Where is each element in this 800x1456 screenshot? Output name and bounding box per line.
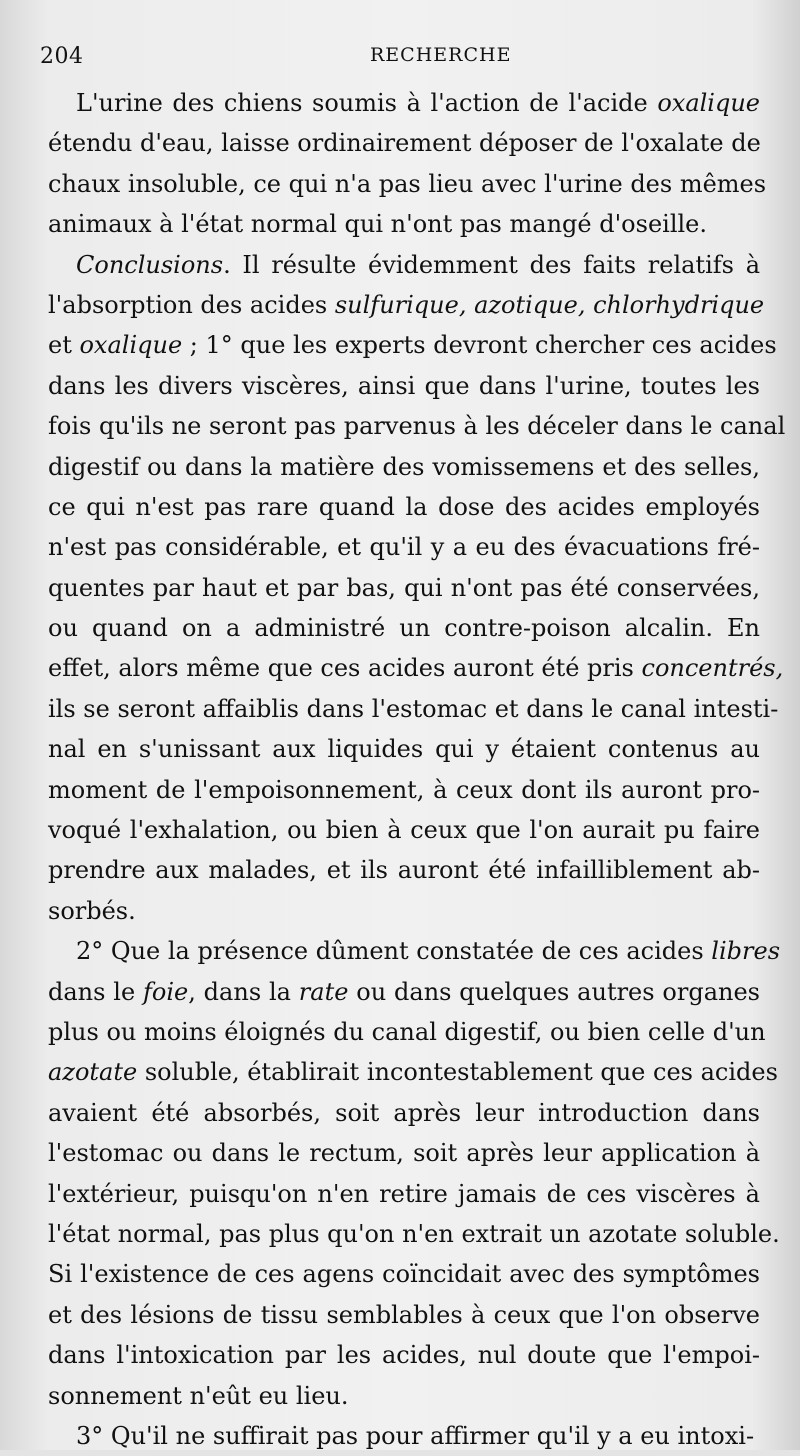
text-line: [48, 1174, 760, 1214]
text-line: [48, 204, 760, 244]
text-span: effet, alors même que ces acides auront été pris: [48, 654, 642, 683]
text-span: digestif ou dans la matière des vomissemens et des selles,: [48, 452, 760, 481]
text-span: ou quand on a administré un contre-poison alcalin. En: [48, 614, 760, 643]
text-line: [48, 285, 765, 325]
text-span: . Il résulte évidemment des faits relatifs à: [223, 250, 760, 279]
text-span: 2° Que la présence dûment constatée de ces acides: [76, 937, 712, 966]
text-span: l'absorption des acides: [48, 290, 335, 319]
text-span: fois qu'ils ne seront pas parvenus à les déceler dans le canal: [48, 412, 786, 441]
text-span: étendu d'eau, laisse ordinairement déposer de l'oxalate de: [48, 129, 761, 158]
text-span: moment de l'empoisonnement, à ceux dont ils auront pro-: [48, 775, 760, 804]
text-line: [48, 608, 760, 648]
page-number: 204: [40, 44, 84, 69]
text-line: [48, 83, 760, 123]
text-span: avaient été absorbés, soit après leur introduction dans: [48, 1098, 760, 1127]
text-span: chaux insoluble, ce qui n'a pas lieu avec l'urine des mêmes: [48, 169, 767, 198]
text-span: dans les divers viscères, ainsi que dans l'urine, toutes les: [48, 371, 760, 400]
paragraph: [48, 83, 767, 245]
text-span: dans l'intoxication par les acides, nul doute que l'empoi-: [48, 1341, 760, 1370]
text-span: plus ou moins éloignés du canal digestif, ou bien celle d'un: [48, 1017, 766, 1046]
text-line: [48, 1214, 780, 1254]
text-line: [48, 123, 760, 163]
text-line: [48, 1052, 778, 1092]
paragraph: [48, 245, 786, 932]
text-span: sonnement n'eût eu lieu.: [48, 1381, 349, 1410]
text-line: [48, 689, 779, 729]
text-span: prendre aux malades, et ils auront été infailliblement ab-: [48, 856, 760, 885]
body-text: [48, 83, 786, 1456]
italic-span: libres: [711, 937, 781, 966]
text-line: [48, 1012, 766, 1052]
italic-span: oxalique: [79, 331, 183, 360]
text-line: [48, 850, 760, 890]
text-line: [48, 487, 760, 527]
text-line: [48, 245, 760, 285]
text-line: [48, 366, 760, 406]
text-span: , dans la: [188, 977, 299, 1006]
italic-span: Conclusions: [76, 250, 224, 279]
text-span: n'est pas considérable, et qu'il y a eu des évacuations fré-: [48, 533, 760, 562]
text-span: et: [48, 331, 80, 360]
italic-span: oxalique: [657, 89, 760, 117]
text-line: [48, 931, 781, 971]
text-line: [48, 1335, 760, 1375]
text-span: animaux à l'état normal qui n'ont pas mangé d'oseille.: [48, 210, 708, 239]
text-line: [48, 770, 760, 810]
text-span: ce qui n'est pas rare quand la dose des acides employés: [48, 492, 760, 521]
text-span: 3° Qu'il ne suffirait pas pour affirmer qu'il y a eu intoxi-: [76, 1421, 755, 1450]
text-line: [48, 568, 760, 608]
text-span: Si l'existence de ces agens coïncidait avec des symptômes: [48, 1260, 760, 1289]
text-line: [48, 810, 760, 850]
italic-span: rate: [298, 977, 349, 1006]
text-line: [48, 527, 760, 567]
text-span: L'urine des chiens soumis à l'action de l'acide: [76, 89, 658, 117]
text-line: [48, 164, 767, 204]
text-line: [48, 1376, 760, 1416]
text-span: l'extérieur, puisqu'on n'en retire jamais de ces viscères à: [48, 1179, 760, 1208]
italic-span: foie: [143, 977, 189, 1006]
text-span: sorbés.: [48, 896, 136, 925]
text-line: [48, 972, 760, 1012]
text-line: [48, 447, 760, 487]
text-line: [48, 1093, 760, 1133]
running-title: RECHERCHE: [370, 44, 512, 66]
page-header: [40, 44, 760, 74]
text-span: et des lésions de tissu semblables à ceux que l'on observe: [48, 1300, 760, 1329]
text-span: ou dans quelques autres organes: [348, 977, 760, 1006]
text-span: ils se seront affaiblis dans l'estomac et dans le canal intesti-: [48, 694, 779, 723]
italic-span: concentrés,: [641, 654, 784, 683]
text-line: [48, 406, 786, 446]
italic-span: sulfurique, azotique, chlorhydrique: [334, 290, 765, 319]
text-span: nal en s'unissant aux liquides qui y étaient contenus au: [48, 735, 760, 764]
text-line: [48, 1133, 760, 1173]
text-span: l'estomac ou dans le rectum, soit après leur application à: [48, 1139, 760, 1168]
text-line: [48, 891, 760, 931]
text-line: [48, 729, 760, 769]
text-span: ; 1° que les experts devront chercher ces acides: [182, 331, 777, 360]
paragraph: [48, 931, 781, 1416]
text-span: dans le: [48, 977, 143, 1006]
text-span: soluble, établirait incontestablement que ces acides: [137, 1058, 778, 1087]
text-line: [48, 1254, 760, 1294]
text-line: [48, 1295, 760, 1335]
text-line: [48, 648, 784, 688]
text-span: voqué l'exhalation, ou bien à ceux que l'on aurait pu faire: [48, 816, 760, 845]
text-span: l'état normal, pas plus qu'on n'en extrait un azotate soluble.: [48, 1219, 780, 1248]
italic-span: azotate: [48, 1058, 138, 1087]
text-span: quentes par haut et par bas, qui n'ont pas été conservées,: [48, 573, 760, 602]
text-line: [48, 325, 777, 365]
